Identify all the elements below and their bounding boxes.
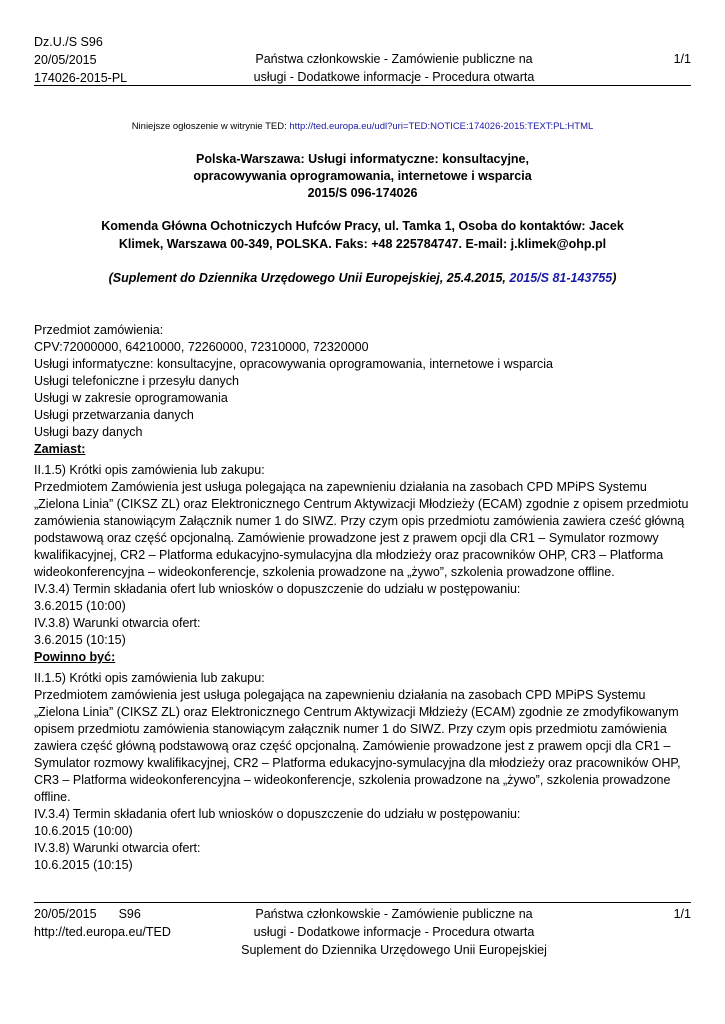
footer-series: S96 <box>118 907 141 921</box>
instead-heading: Zamiast: <box>34 442 86 456</box>
subject-label: Przedmiot zamówienia: <box>34 323 164 337</box>
supplement-reference <box>34 271 691 285</box>
subject-item: Usługi bazy danych <box>34 425 143 439</box>
header-date: 20/05/2015 <box>34 53 97 67</box>
subject-item: Usługi informatyczne: konsultacyjne, opracowywania oprogramowania, internetowe i wsparcia <box>34 357 554 371</box>
header-notice-type <box>234 50 554 86</box>
header-page-number: 1/1 <box>673 52 691 66</box>
footer-type-line: Państwa członkowskie - Zamówienie publiczne na <box>255 907 533 921</box>
header-reference <box>34 33 127 87</box>
subject-item: Usługi przetwarzania danych <box>34 408 194 422</box>
should-be-heading: Powinno być: <box>34 650 116 664</box>
should-be-opening-label: IV.3.8) Warunki otwarcia ofert: <box>34 841 201 855</box>
header-type-line: Państwa członkowskie - Zamówienie publiczne na <box>255 52 533 66</box>
footer-page-number: 1/1 <box>673 907 691 921</box>
ted-notice-prefix: Niniejsze ogłoszenie w witrynie TED: <box>131 121 290 132</box>
footer-reference <box>34 905 171 941</box>
footer-type-line: usługi - Dodatkowe informacje - Procedura otwarta <box>253 925 535 939</box>
instead-description: Przedmiotem Zamówienia jest usługa polegająca na zapewnieniu działania na zasobach CPD MPiPS Systemu „Zielona Linia” (CIKSZ ZL) oraz Elektronicznego Centrum Aktywizacji Młodzieży (ECAM) zgodnie z opisem przedmiotu zamówienia stanowiącym Załącznik numer 1 do SIWZ. Przy czym opis przedmiotu zamówienia zawiera cześć główną podstawową oraz część opcjonalną. Zamówienie prowadzone jest z prawem opcji dla CR1 – Symulator rozmowy kwalifikacyjnej, CR2 – Platforma edukacyjno-symulacyjna dla młodzieży oraz pracowników OHP, CR3 – Platforma wideokonferencyjna – wideokonferencje, szkolenia prowadzone na „żywo”, szkolenia prowadzone offline. <box>34 480 689 579</box>
ted-notice <box>34 121 691 132</box>
instead-deadline-label: IV.3.4) Termin składania ofert lub wniosków o dopuszczenie do udziału w postępowaniu: <box>34 582 521 596</box>
notice-body <box>34 322 691 874</box>
subject-item: Usługi w zakresie oprogramowania <box>34 391 228 405</box>
supplement-link[interactable]: 2015/S 81-143755 <box>509 271 613 285</box>
footer-date: 20/05/2015 <box>34 907 97 921</box>
page-header <box>34 33 691 86</box>
should-be-section: II.1.5) Krótki opis zamówienia lub zakupu: <box>34 671 265 685</box>
page-footer <box>34 902 691 957</box>
header-notice-number: 174026-2015-PL <box>34 71 128 85</box>
instead-deadline: 3.6.2015 (10:00) <box>34 599 126 613</box>
cpv-codes: CPV:72000000, 64210000, 72260000, 72310000, 72320000 <box>34 340 369 354</box>
instead-opening-label: IV.3.8) Warunki otwarcia ofert: <box>34 616 201 630</box>
supplement-text: (Suplement do Dziennika Urzędowego Unii Europejskiej, 25.4.2015, <box>108 271 510 285</box>
footer-notice-type <box>224 905 564 959</box>
authority-line: Komenda Główna Ochotniczych Hufców Pracy, ul. Tamka 1, Osoba do kontaktów: Jacek <box>101 219 624 233</box>
footer-type-line: Suplement do Dziennika Urzędowego Unii Europejskiej <box>241 943 547 957</box>
should-be-deadline-label: IV.3.4) Termin składania ofert lub wniosków o dopuszczenie do udziału w postępowaniu: <box>34 807 521 821</box>
footer-url: http://ted.europa.eu/TED <box>34 925 171 939</box>
title-line: opracowywania oprogramowania, internetowe i wsparcia <box>193 169 532 183</box>
should-be-deadline: 10.6.2015 (10:00) <box>34 824 133 838</box>
header-journal-ref: Dz.U./S S96 <box>34 35 103 49</box>
subject-item: Usługi telefoniczne i przesyłu danych <box>34 374 239 388</box>
ted-notice-link[interactable]: http://ted.europa.eu/udl?uri=TED:NOTICE:174026-2015:TEXT:PL:HTML <box>289 121 594 132</box>
should-be-description: Przedmiotem zamówienia jest usługa polegająca na zapewnieniu działania na zasobach CPD MPiPS Systemu „Zielona Linia” (CIKSZ ZL) oraz Elektronicznego Centrum Aktywizacji Młdzieży (ECAM) zgodnie ze zmodyfikowanym opisem przedmiotu zamówienia stanowiącym załącznik numer 1 do SIWZ. Przy czym opis przedmiotu zamówienia zawiera część główną podstawową oraz część opcjonalną. Zamówienie prowadzone jest z prawem opcji dla CR1 – Symulator rozmowy kwalifikacyjnej, CR2 – Platforma edukacyjno-symulacyjna dla młodzieży oraz pracowników OHP, CR3 – Platforma wideokonferencyjna – wideokonferencje, szkolenia prowadzone na „żywo”, szkolenia prowadzone offline. <box>34 688 681 804</box>
title-line: 2015/S 096-174026 <box>307 186 418 200</box>
instead-opening: 3.6.2015 (10:15) <box>34 633 126 647</box>
header-type-line: usługi - Dodatkowe informacje - Procedura otwarta <box>253 70 535 84</box>
notice-title <box>34 151 691 202</box>
supplement-close: ) <box>612 271 617 285</box>
authority-line: Klimek, Warszawa 00-349, POLSKA. Faks: +48 225784747. E-mail: j.klimek@ohp.pl <box>118 237 607 251</box>
instead-section: II.1.5) Krótki opis zamówienia lub zakupu: <box>34 463 265 477</box>
title-line: Polska-Warszawa: Usługi informatyczne: konsultacyjne, <box>196 152 529 166</box>
should-be-opening: 10.6.2015 (10:15) <box>34 858 133 872</box>
contracting-authority <box>34 217 691 253</box>
